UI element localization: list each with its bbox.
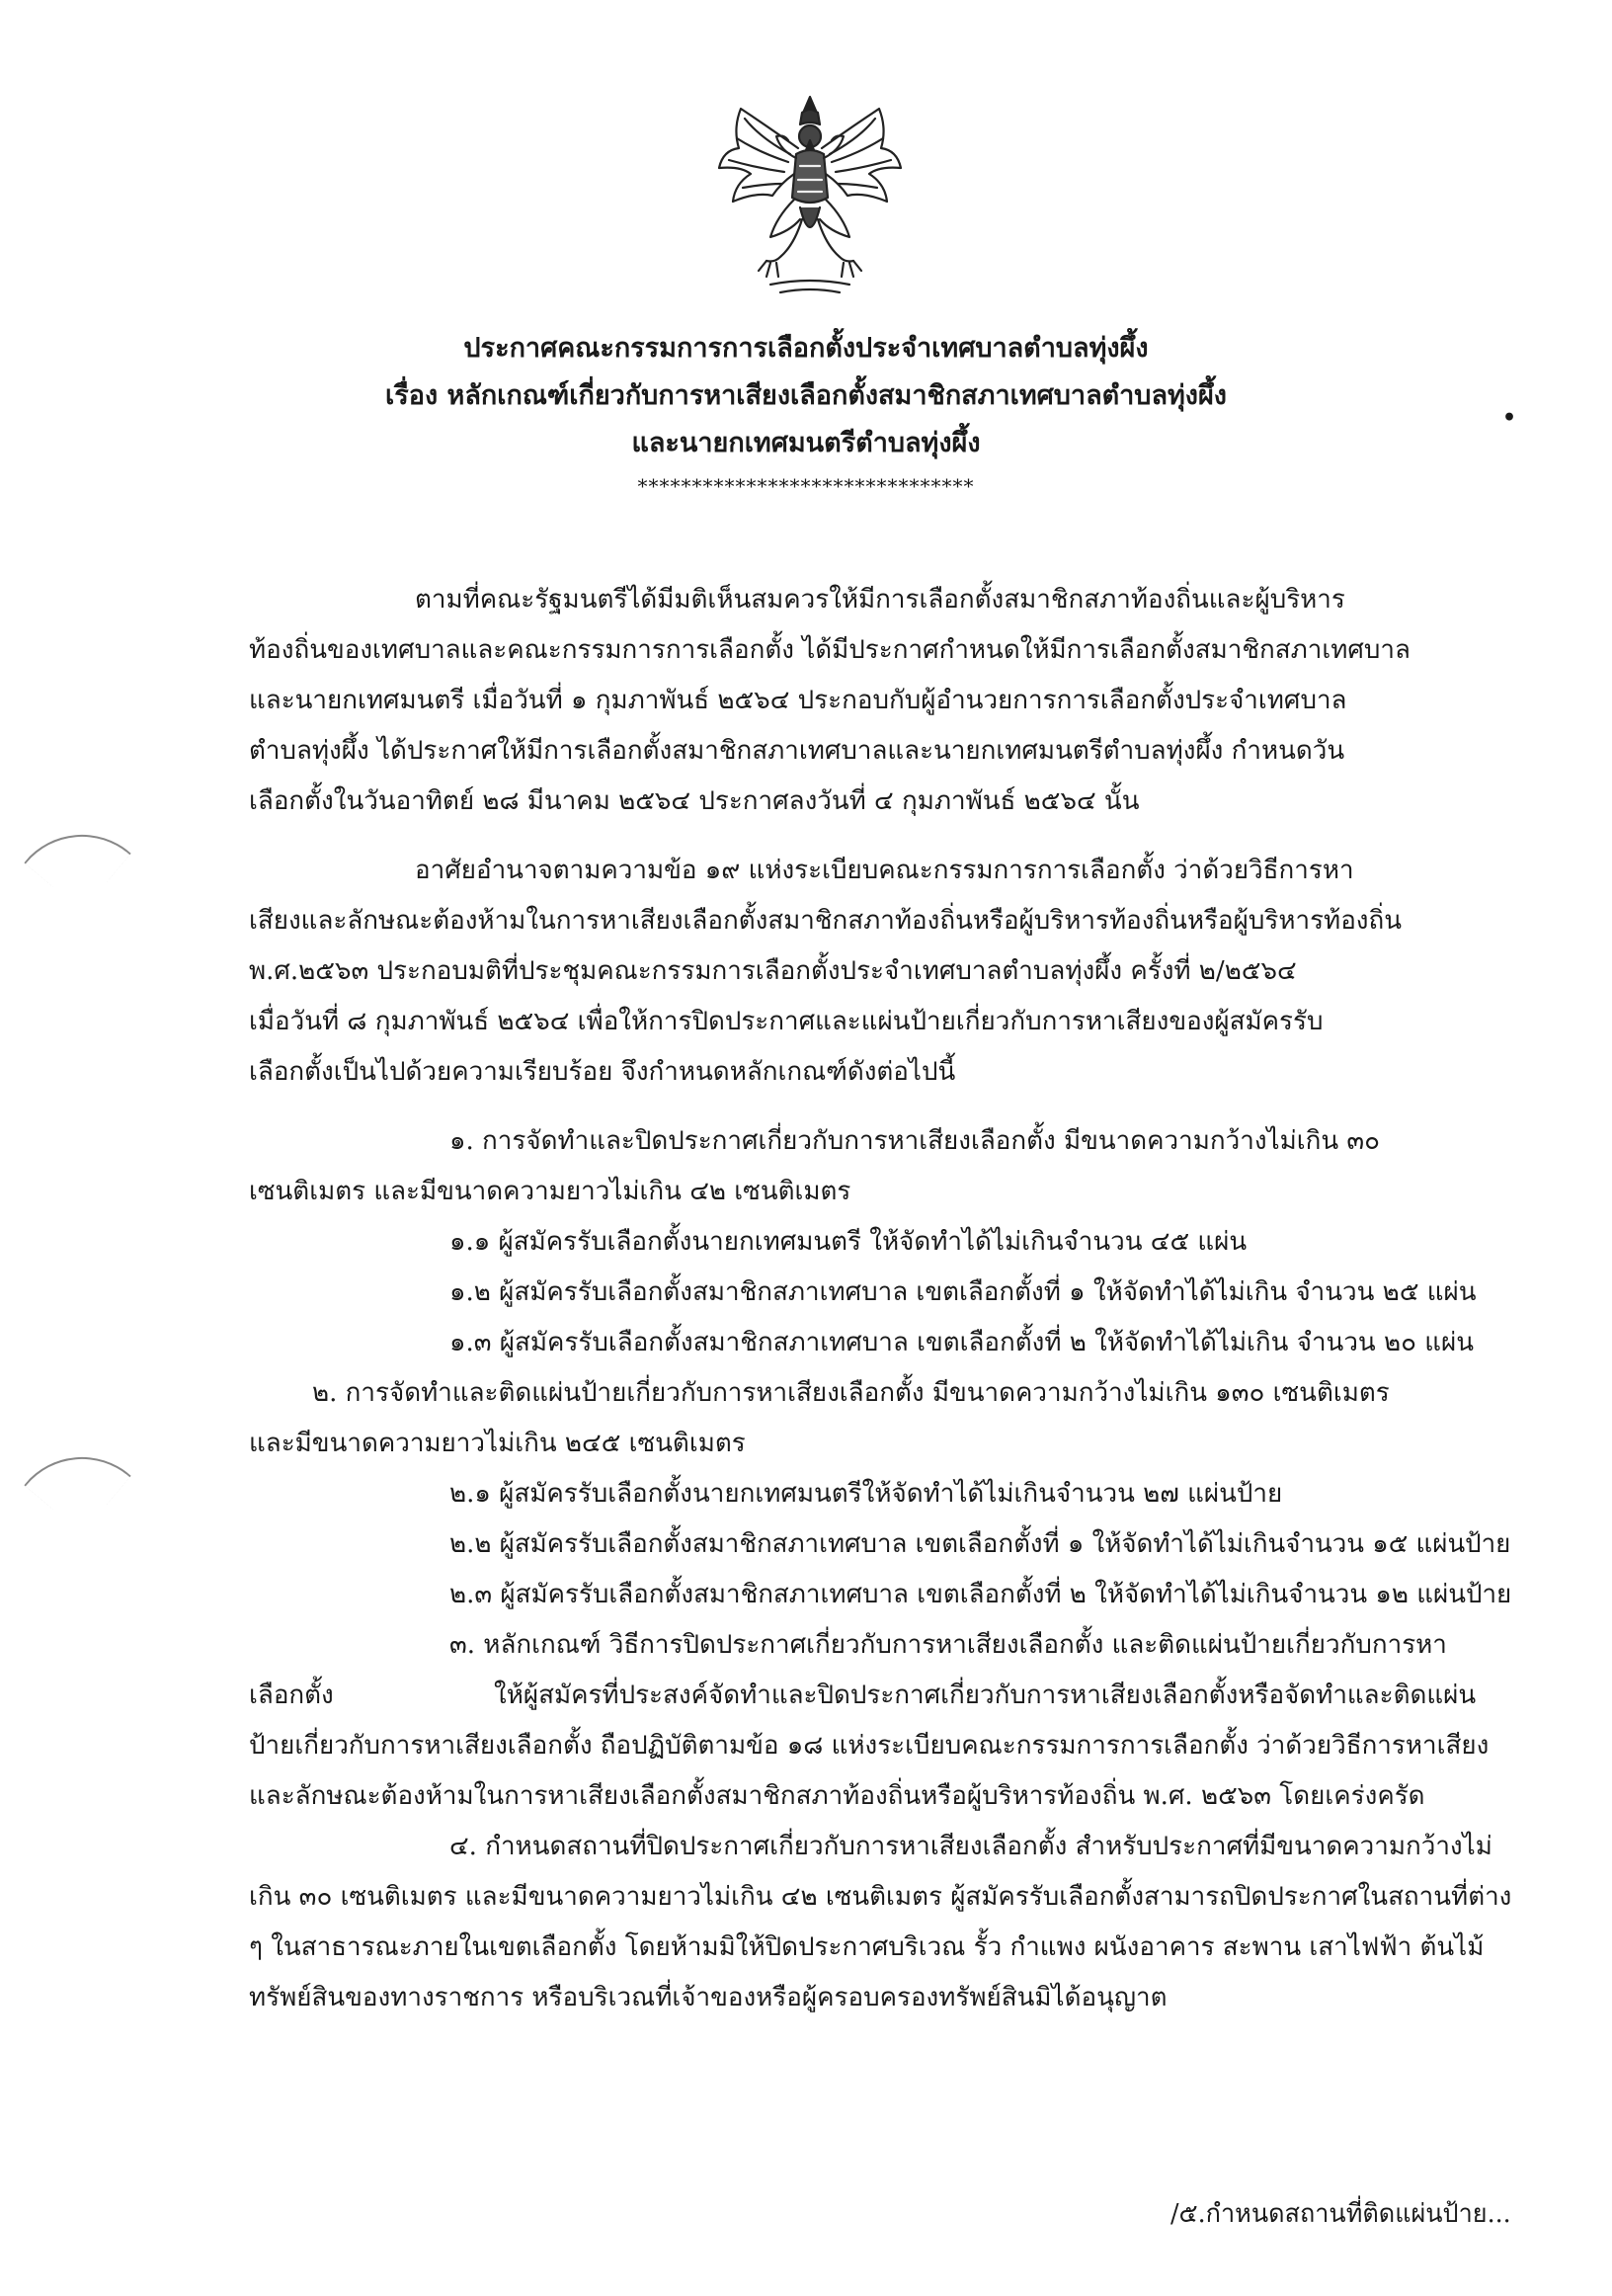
body-line: เซนติเมตร และมีขนาดความยาวไม่เกิน ๔๒ เซนติเมตร	[249, 1177, 851, 1206]
continuation-note: /๕.กำหนดสถานที่ติดแผ่นป้าย...	[1170, 2199, 1511, 2229]
body-line: ตามที่คณะรัฐมนตรีได้มีมติเห็นสมควรให้มีการเลือกตั้งสมาชิกสภาท้องถิ่นและผู้บริหาร	[415, 585, 1345, 615]
item-3: ๓. หลักเกณฑ์ วิธีการปิดประกาศเกี่ยวกับการหาเสียงเลือกตั้ง และติดแผ่นป้ายเกี่ยวกับการหา	[449, 1630, 1447, 1660]
item-2: ๒. การจัดทำและติดแผ่นป้ายเกี่ยวกับการหาเสียงเลือกตั้ง มีขนาดความกว้างไม่เกิน ๑๓๐ เซนติเมตร	[312, 1378, 1390, 1408]
title-separator: *******************************	[637, 474, 975, 498]
body-line: อาศัยอำนาจตามความข้อ ๑๙ แห่งระเบียบคณะกรรมการการเลือกตั้ง ว่าด้วยวิธีการหา	[415, 856, 1354, 885]
item-2-2: ๒.๒ ผู้สมัครรับเลือกตั้งสมาชิกสภาเทศบาล เขตเลือกตั้งที่ ๑ ให้จัดทำได้ไม่เกินจำนวน ๑๕ แผ่นป้าย	[449, 1529, 1511, 1559]
body-line: เลือกตั้ง	[249, 1681, 334, 1710]
body-line: ทรัพย์สินของทางราชการ หรือบริเวณที่เจ้าของหรือผู้ครอบครองทรัพย์สินมิได้อนุญาต	[249, 1983, 1168, 2012]
body-line: และนายกเทศมนตรี เมื่อวันที่ ๑ กุมภาพันธ์ ๒๕๖๔ ประกอบกับผู้อำนวยการการเลือกตั้งประจำเทศบาล	[249, 686, 1347, 715]
body-line: พ.ศ.๒๕๖๓ ประกอบมติที่ประชุมคณะกรรมการเลือกตั้งประจำเทศบาลตำบลทุ่งผึ้ง ครั้งที่ ๒/๒๕๖๔	[249, 956, 1297, 986]
announcement-subject-cont: และนายกเทศมนตรีตำบลทุ่งผึ้ง	[631, 428, 981, 458]
body-line: เมื่อวันที่ ๘ กุมภาพันธ์ ๒๕๖๔ เพื่อให้การปิดประกาศและแผ่นป้ายเกี่ยวกับการหาเสียงของผู้สมัครรับ	[249, 1007, 1324, 1036]
item-1-3: ๑.๓ ผู้สมัครรับเลือกตั้งสมาชิกสภาเทศบาล เขตเลือกตั้งที่ ๒ ให้จัดทำได้ไม่เกิน จำนวน ๒๐ แผ่น	[449, 1328, 1474, 1357]
item-1-1: ๑.๑ ผู้สมัครรับเลือกตั้งนายกเทศมนตรี ให้จัดทำได้ไม่เกินจำนวน ๔๕ แผ่น	[449, 1227, 1248, 1257]
body-line: ท้องถิ่นของเทศบาลและคณะกรรมการการเลือกตั้ง ได้มีประกาศกำหนดให้มีการเลือกตั้งสมาชิกสภาเทศบาล	[249, 635, 1410, 665]
body-line: ให้ผู้สมัครที่ประสงค์จัดทำและปิดประกาศเกี่ยวกับการหาเสียงเลือกตั้งหรือจัดทำและติดแผ่น	[494, 1681, 1477, 1710]
body-line: เกิน ๓๐ เซนติเมตร และมีขนาดความยาวไม่เกิน ๔๒ เซนติเมตร ผู้สมัครรับเลือกตั้งสามารถปิดประกาศในสถานที่ต่าง	[249, 1882, 1512, 1912]
garuda-emblem-icon	[711, 89, 909, 301]
body-line: ๆ ในสาธารณะภายในเขตเลือกตั้ง โดยห้ามมิให้ปิดประกาศบริเวณ รั้ว กำแพง ผนังอาคาร สะพาน เสาไฟฟ้า ต้นไม้	[249, 1932, 1485, 1962]
item-2-3: ๒.๓ ผู้สมัครรับเลือกตั้งสมาชิกสภาเทศบาล เขตเลือกตั้งที่ ๒ ให้จัดทำได้ไม่เกินจำนวน ๑๒ แผ่นป้าย	[449, 1580, 1512, 1609]
body-line: เสียงและลักษณะต้องห้ามในการหาเสียงเลือกตั้งสมาชิกสภาท้องถิ่นหรือผู้บริหารท้องถิ่นหรือผู้บริหารท้องถิ่น	[249, 906, 1403, 936]
item-1-2: ๑.๒ ผู้สมัครรับเลือกตั้งสมาชิกสภาเทศบาล เขตเลือกตั้งที่ ๑ ให้จัดทำได้ไม่เกิน จำนวน ๒๕ แผ่น	[449, 1277, 1477, 1307]
punch-hole-mark	[24, 1427, 130, 1533]
body-line: เลือกตั้งเป็นไปด้วยความเรียบร้อย จึงกำหนดหลักเกณฑ์ดังต่อไปนี้	[249, 1057, 956, 1087]
announcement-subject: เรื่อง หลักเกณฑ์เกี่ยวกับการหาเสียงเลือกตั้งสมาชิกสภาเทศบาลตำบลทุ่งผึ้ง	[385, 380, 1227, 411]
body-line: เลือกตั้งในวันอาทิตย์ ๒๘ มีนาคม ๒๕๖๔ ประกาศลงวันที่ ๔ กุมภาพันธ์ ๒๕๖๔ นั้น	[249, 786, 1140, 816]
item-2-1: ๒.๑ ผู้สมัครรับเลือกตั้งนายกเทศมนตรีให้จัดทำได้ไม่เกินจำนวน ๒๗ แผ่นป้าย	[449, 1479, 1283, 1509]
body-line: ป้ายเกี่ยวกับการหาเสียงเลือกตั้ง ถือปฏิบัติตามข้อ ๑๘ แห่งระเบียบคณะกรรมการการเลือกตั้ง ว่าด้วยวิธีการหาเสียง	[249, 1731, 1490, 1761]
punch-hole-mark	[24, 804, 130, 911]
item-1: ๑. การจัดทำและปิดประกาศเกี่ยวกับการหาเสียงเลือกตั้ง มีขนาดความกว้างไม่เกิน ๓๐	[449, 1126, 1381, 1156]
body-line: และลักษณะต้องห้ามในการหาเสียงเลือกตั้งสมาชิกสภาท้องถิ่นหรือผู้บริหารท้องถิ่น พ.ศ. ๒๕๖๓ โดยเคร่งครัด	[249, 1781, 1425, 1811]
speck-mark: •	[1502, 405, 1517, 431]
item-4: ๔. กำหนดสถานที่ปิดประกาศเกี่ยวกับการหาเสียงเลือกตั้ง สำหรับประกาศที่มีขนาดความกว้างไม่	[449, 1832, 1492, 1861]
body-line: และมีขนาดความยาวไม่เกิน ๒๔๕ เซนติเมตร	[249, 1429, 746, 1458]
body-line: ตำบลทุ่งผึ้ง ได้ประกาศให้มีการเลือกตั้งสมาชิกสภาเทศบาลและนายกเทศมนตรีตำบลทุ่งผึ้ง กำหนดวัน	[249, 736, 1345, 766]
announcement-title: ประกาศคณะกรรมการการเลือกตั้งประจำเทศบาลตำบลทุ่งผึ้ง	[463, 333, 1149, 364]
